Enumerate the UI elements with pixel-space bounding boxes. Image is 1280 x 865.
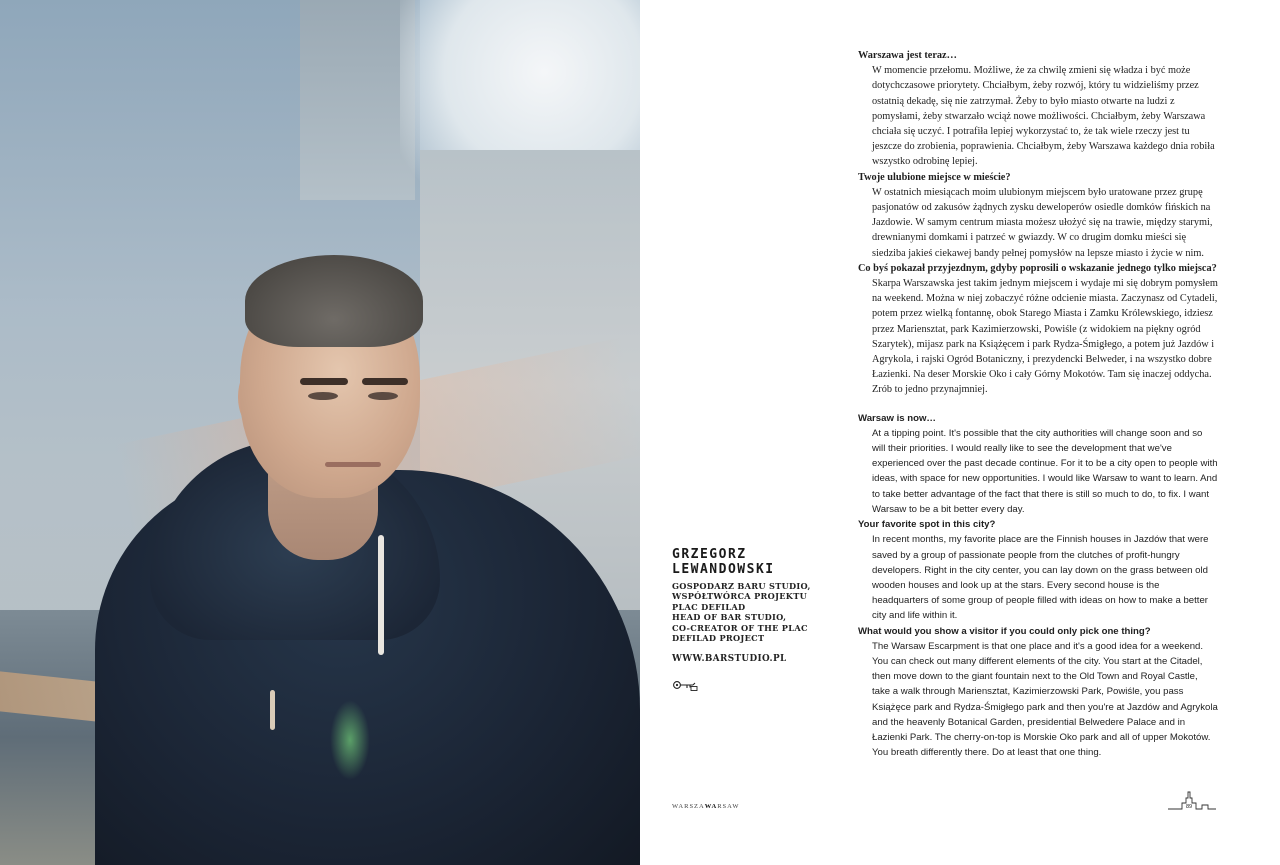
answer: The Warsaw Escarpment is that one place and it's a good idea for a weekend. You can check out many different elements of the city. You start at the Citadel, then move down to the giant fountain next to the Old Town and Royal Castle, take a walk through Mariensztat, Kazimierzowski Park, Powiśle, you pass Książęce park and Rydza-Śmigłego park and then you're at Jazdów and Agrykola and the heavenly Botanical Garden, presidential Belwedere Palace and in Łazienki Park. The cherry-on-top is Morskie Oko park and all of upper Mokotów. You breath differently there. Do at least that one thing. <box>872 640 1218 759</box>
question: Twoje ulubione miejsce w mieście? <box>858 171 1011 183</box>
answer: Skarpa Warszawska jest takim jednym miejscem i wydaje mi się dobrym pomysłem na weekend. Można w niej zobaczyć różne odcienie miasta. Zaczynasz od Cytadeli, potem przez wielką fontannę, obok Starego Miasta i Zamku Królewskiego, idziesz przez Mariensztat, park Kazimierzowski, Powiśle (z widokiem na piękny ogród Szarytek), mijasz park na Książęcem i park Rydza-Śmigłego, a potem już Jazdów i Agrykola, i rajski Ogród Botaniczny, i prezydencki Belweder, i na wszystko dobre Łazienki. Na deser Morskie Oko i cały Górny Mokotów. Tam się inaczej oddycha. Zrób to jedno przynajmniej. <box>872 278 1218 396</box>
role-line: WSPÓŁTWÓRCA PROJEKTU <box>672 591 808 602</box>
hood-drawstring <box>378 535 384 655</box>
interview-column <box>858 48 1218 760</box>
role-line: CO-CREATOR OF THE PLAC <box>672 622 808 633</box>
question: Your favorite spot in this city? <box>858 519 996 531</box>
eyebrow <box>362 378 408 385</box>
green-flare <box>330 700 370 780</box>
answer: W momencie przełomu. Możliwe, że za chwilę zmieni się władza i być może dotychczasowe priorytety. Chciałbym, żeby rozwój, który tu widzieliśmy przez ostatnią dekadę, się nie zatrzymał. Żeby to było miasto otwarte na ludzi z pomysłami, żeby stwarzało wciąż nowe możliwości. Chciałbym, żeby Warszawa chciała się uczyć. I potrafiła lepiej wykorzystać to, że tak wiele rzeczy jest tu jeszcze do zrobienia, poprawienia. Chciałbym, żeby Warszawa każdego dnia robiła wszystko odrobinę lepiej. <box>872 65 1215 168</box>
hair <box>245 255 423 347</box>
eyebrow <box>300 378 348 385</box>
name-line: GRZEGORZ <box>672 547 747 562</box>
bicycle-key-icon <box>672 678 698 692</box>
website-link[interactable]: WWW.BARSTUDIO.PL <box>672 654 787 665</box>
role-line: DEFILAD PROJECT <box>672 633 765 644</box>
answer: At a tipping point. It's possible that the city authorities will change soon and so will their priorities. I would really like to see the development that we've experienced over the past decade continue. For it to be a city open to people with ideas, with space for new opportunities. I would like Warsaw to want to learn. And to take better advantage of the fact that there is still so much to do, to fix. I want Warsaw to be a bit better every day. <box>872 427 1218 515</box>
mouth <box>325 462 381 467</box>
question: Warszawa jest teraz… <box>858 50 957 61</box>
role-line: GOSPODARZ BARU STUDIO, <box>672 581 811 591</box>
bio-block <box>672 547 832 697</box>
name-line: LEWANDOWSKI <box>672 562 775 577</box>
page-number: 89 <box>1186 804 1193 810</box>
english-interview <box>858 411 1218 761</box>
question: What would you show a visitor if you could only pick one thing? <box>858 625 1151 637</box>
person-role <box>672 581 832 643</box>
question: Co byś pokazał przyjezdnym, gdyby poprosili o wskazanie jednego tylko miejsca? <box>858 262 1217 274</box>
role-line: PLAC DEFILAD <box>672 601 746 612</box>
eye <box>368 392 398 400</box>
brand-part: RSAW <box>717 803 740 810</box>
background-tower <box>300 0 415 200</box>
answer: In recent months, my favorite place are the Finnish houses in Jazdów that were saved by a group of passionate people from the clutches of profit-hungry developers. Right in the city center, you can lay down on the grass between old wooden houses and look up at the stars. Every second house is the headquarters of some group of people filled with ideas on how to make a better city and life within it. <box>872 534 1209 622</box>
person-name <box>672 547 832 577</box>
question: Warsaw is now… <box>858 412 937 424</box>
zipper-pull <box>270 690 275 730</box>
magazine-brand <box>672 803 739 810</box>
polish-interview <box>858 48 1218 398</box>
city-skyline-icon <box>1168 788 1216 812</box>
role-line: HEAD OF BAR STUDIO, <box>672 612 787 623</box>
answer: W ostatnich miesiącach moim ulubionym miejscem było uratowane przez grupę pasjonatów od zakusów żądnych zysku deweloperów osiedle domków fińskich na Jazdowie. W samym centrum miasta możesz ułożyć się na trawie, między starymi, drewnianymi domkami i patrzeć w gwiazdy. W co drugim domku mieści się siedziba jakieś ciekawej bandy pełnej pomysłów na lepsze miasto i życie w nim. <box>872 186 1213 259</box>
brand-part: WARSZA <box>672 803 705 810</box>
brand-part-bold: WA <box>704 803 718 810</box>
eye <box>308 392 338 400</box>
